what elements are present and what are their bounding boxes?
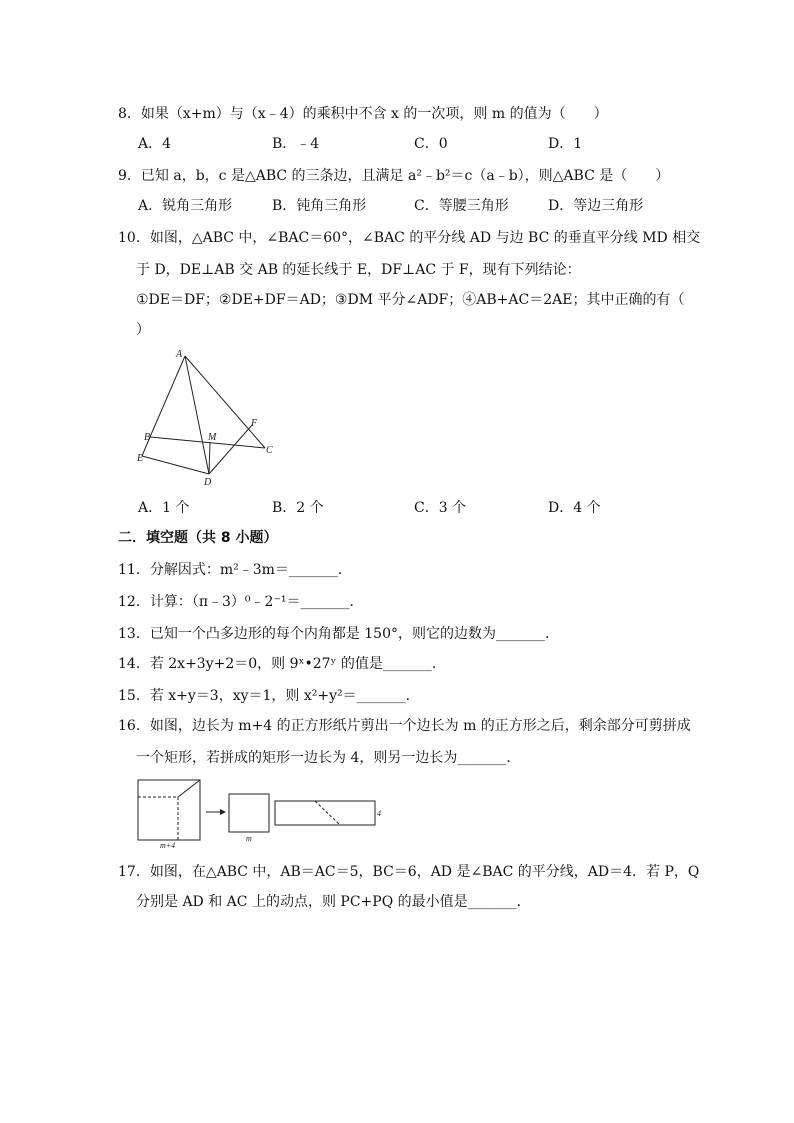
question-11: 11．分解因式：m²﹣3m＝_______． — [118, 562, 352, 578]
label-e: E — [137, 453, 144, 464]
segment-dm — [209, 442, 210, 474]
rect-dashed-line — [315, 801, 340, 825]
label-m-plus-4: m+4 — [160, 841, 176, 848]
question-13: 13．已知一个凸多边形的每个内角都是 150°，则它的边数为_______． — [118, 626, 559, 642]
label-m: M — [208, 432, 217, 443]
question-9: 9．已知 a，b，c 是△ABC 的三条边，且满足 a²﹣b²＝c（a﹣b），则△ABC 是（ ） — [118, 168, 670, 184]
cut-line-diagonal — [178, 780, 200, 797]
q8-option-d: D．1 — [548, 136, 583, 152]
section-title-fill-in: 二．填空题（共 8 小题） — [118, 530, 278, 546]
q10-option-d: D．4 个 — [548, 500, 601, 516]
segment-ab — [150, 356, 185, 437]
q9-option-c: C．等腰三角形 — [414, 198, 509, 214]
label-a: A — [176, 349, 183, 360]
question-10-line-2: 于 D，DE⊥AB 交 AB 的延长线于 E，DF⊥AC 于 F，现有下列结论： — [136, 262, 581, 278]
q10-option-a: A．1 个 — [138, 500, 190, 516]
result-rectangle — [275, 801, 375, 825]
question-16-line-1: 16．如图，边长为 m+4 的正方形纸片剪出一个边长为 m 的正方形之后，剩余部分可剪拼成 — [118, 718, 691, 734]
arrow-head-icon — [220, 809, 226, 815]
q8-option-c: C．0 — [414, 136, 448, 152]
label-m: m — [246, 834, 252, 843]
q8-option-a: A．4 — [138, 136, 172, 152]
label-d: D — [204, 477, 212, 488]
segment-ac — [185, 356, 265, 448]
q9-option-b: B．钝角三角形 — [272, 198, 367, 214]
question-17-line-1: 17．如图，在△ABC 中，AB＝AC＝5，BC＝6，AD 是∠BAC 的平分线，AD＝4．若 P，Q — [118, 864, 700, 880]
label-f: F — [251, 418, 258, 429]
question-10-line-1: 10．如图，△ABC 中，∠BAC＝60°，∠BAC 的平分线 AD 与边 BC 的垂直平分线 MD 相交 — [118, 230, 701, 246]
label-c: C — [266, 445, 273, 456]
big-square — [138, 780, 200, 840]
label-b: B — [144, 432, 151, 443]
question-16-line-2: 一个矩形，若拼成的矩形一边长为 4，则另一边长为_______． — [136, 750, 521, 766]
small-square — [229, 794, 269, 832]
question-15: 15．若 x+y＝3，xy＝1，则 x²+y²＝_______． — [118, 688, 420, 704]
segment-ad — [185, 356, 209, 474]
q16-square-figure — [132, 776, 392, 848]
question-10-line-3: ①DE＝DF；②DE+DF＝AD；③DM 平分∠ADF；④AB+AC＝2AE；其中正确的有（ — [136, 292, 685, 308]
question-10-line-4: ） — [136, 322, 150, 338]
q10-option-c: C．3 个 — [414, 500, 467, 516]
q9-option-a: A．锐角三角形 — [138, 198, 233, 214]
q9-option-d: D．等边三角形 — [548, 198, 644, 214]
label-4: 4 — [377, 809, 381, 818]
q10-triangle-figure — [132, 346, 282, 488]
segment-ed — [142, 456, 209, 474]
q8-option-b: B．﹣4 — [272, 136, 320, 152]
question-12: 12．计算：（π﹣3）⁰﹣2⁻¹＝_______． — [118, 594, 364, 610]
question-8: 8．如果（x+m）与（x﹣4）的乘积中不含 x 的一次项，则 m 的值为（ ） — [118, 106, 608, 122]
question-17-line-2: 分别是 AD 和 AC 上的动点，则 PC+PQ 的最小值是_______． — [136, 894, 531, 910]
q10-option-b: B．2 个 — [272, 500, 324, 516]
question-14: 14．若 2x+3y+2＝0，则 9ˣ•27ʸ 的值是_______． — [118, 656, 446, 672]
